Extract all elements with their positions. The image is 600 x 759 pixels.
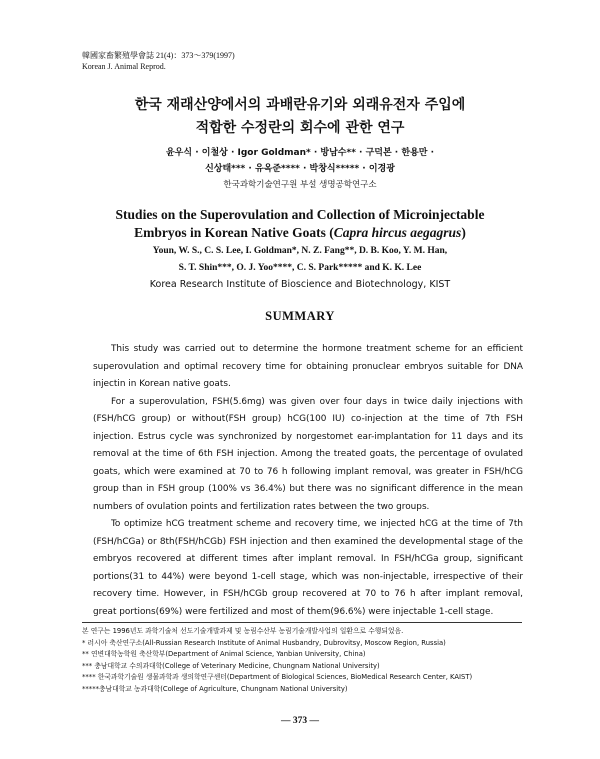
korean-institution: 한국과학기술연구원 부설 생명공학연구소 (223, 180, 377, 190)
footnote-funding: 본 연구는 1996년도 과학기술처 선도기술개발과제 및 농림수산부 농림기술개발사업의 일환으로 수행되었음. (82, 627, 404, 635)
footnote-4: **** 한국과학기술원 생물과학과 생의학연구센터(Department of Biological Sciences, BioMedical Research Center, KAIST) (82, 673, 473, 682)
journal-citation-korean: 韓國家畜繁殖學會誌 21(4)：373～379(1997) (82, 51, 235, 60)
page-number: — 373 — (281, 716, 319, 726)
summary-paragraph-2: For a superovulation, FSH(5.6mg) was given over four days in twice daily injections with (FSH/hCG group) or without(FSH group) hCG(100 IU) co-injection at the time of 7th FSH injection. Estrus cycle was synchronized by norgestomet ear-implantation for 11 days and its removal at the time of 6th FSH injection. Among the treated goats, the percentage of ovulated goats, which were examined at 70 to 76 h following implant removal, was greater in FSH/hCG group than in FSH group (100% vs 36.4%) but there was no significant difference in the mean numbers of ovulation points and fertilization rates between the two groups. (93, 396, 523, 512)
english-title-end: ) (461, 225, 466, 240)
journal-citation (82, 50, 235, 72)
english-title-plain: Embryos in Korean Native Goats ( (134, 225, 334, 240)
species-name: Capra hircus aegagrus (333, 225, 462, 240)
footnote-2: ** 연변대학농학원 축산학부(Department of Animal Science, Yanbian University, China) (82, 650, 366, 659)
footnote-5: *****충남대학교 농과대학(College of Agriculture, Chungnam National University) (82, 684, 348, 693)
english-title-line-2 (0, 225, 600, 241)
korean-title-line-1: 한국 재래산양에서의 과배란유기와 외래유전자 주입에 (134, 97, 466, 113)
korean-authors-line-1: 윤우식 · 이철상 · Igor Goldman* · 방남수** · 구덕본 · 한용만 · (165, 148, 434, 158)
summary-heading: SUMMARY (265, 309, 335, 323)
footnote-divider (82, 622, 522, 623)
english-authors-line-1: Youn, W. S., C. S. Lee, I. Goldman*, N. Z. Fang**, D. B. Koo, Y. M. Han, (152, 246, 448, 256)
english-institution: Korea Research Institute of Bioscience and Biotechnology, KIST (149, 279, 451, 290)
journal-citation-english: Korean J. Animal Reprod. (82, 62, 166, 71)
footnotes (82, 626, 532, 696)
english-title-line-1: Studies on the Superovulation and Collection of Microinjectable (115, 207, 485, 222)
korean-authors-line-2: 신상태*** · 유옥준**** · 박창식***** · 이경광 (205, 164, 395, 174)
footnote-3: *** 충남대학교 수의과대학(College of Veterinary Medicine, Chungnam National University) (82, 661, 380, 670)
summary-paragraph-1: This study was carried out to determine the hormone treatment scheme for an efficient superovulation and optimal recovery time for obtaining pronuclear embryos suitable for DNA injectin in Korean native goats. (93, 344, 523, 389)
summary-paragraph-3: To optimize hCG treatment scheme and recovery time, we injected hCG at the time of 7th (FSH/hCGa) or 8th(FSH/hCGb) FSH injection and then examined the developmental stage of the embryos recovered at different times after implant removal. In FSH/hCGa group, significant portions(31 to 44%) were beyond 1-cell stage, which was non-injectable, irrespective of their recovery time. However, in FSH/hCGb group recovered at 70 to 76 h after implant removal, great portions(69%) were fertilized and most of them(96.6%) were injectable 1-cell stage. (93, 519, 523, 617)
korean-title-line-2: 적합한 수정란의 회수에 관한 연구 (195, 120, 405, 136)
summary-body (93, 341, 523, 621)
footnote-1: * 러시아 축산연구소(All-Russian Research Institute of Animal Husbandry, Dubrovitsy, Moscow Region, Russia) (82, 638, 446, 647)
english-authors-line-2: S. T. Shin***, O. J. Yoo****, C. S. Park***** and K. K. Lee (178, 263, 422, 273)
